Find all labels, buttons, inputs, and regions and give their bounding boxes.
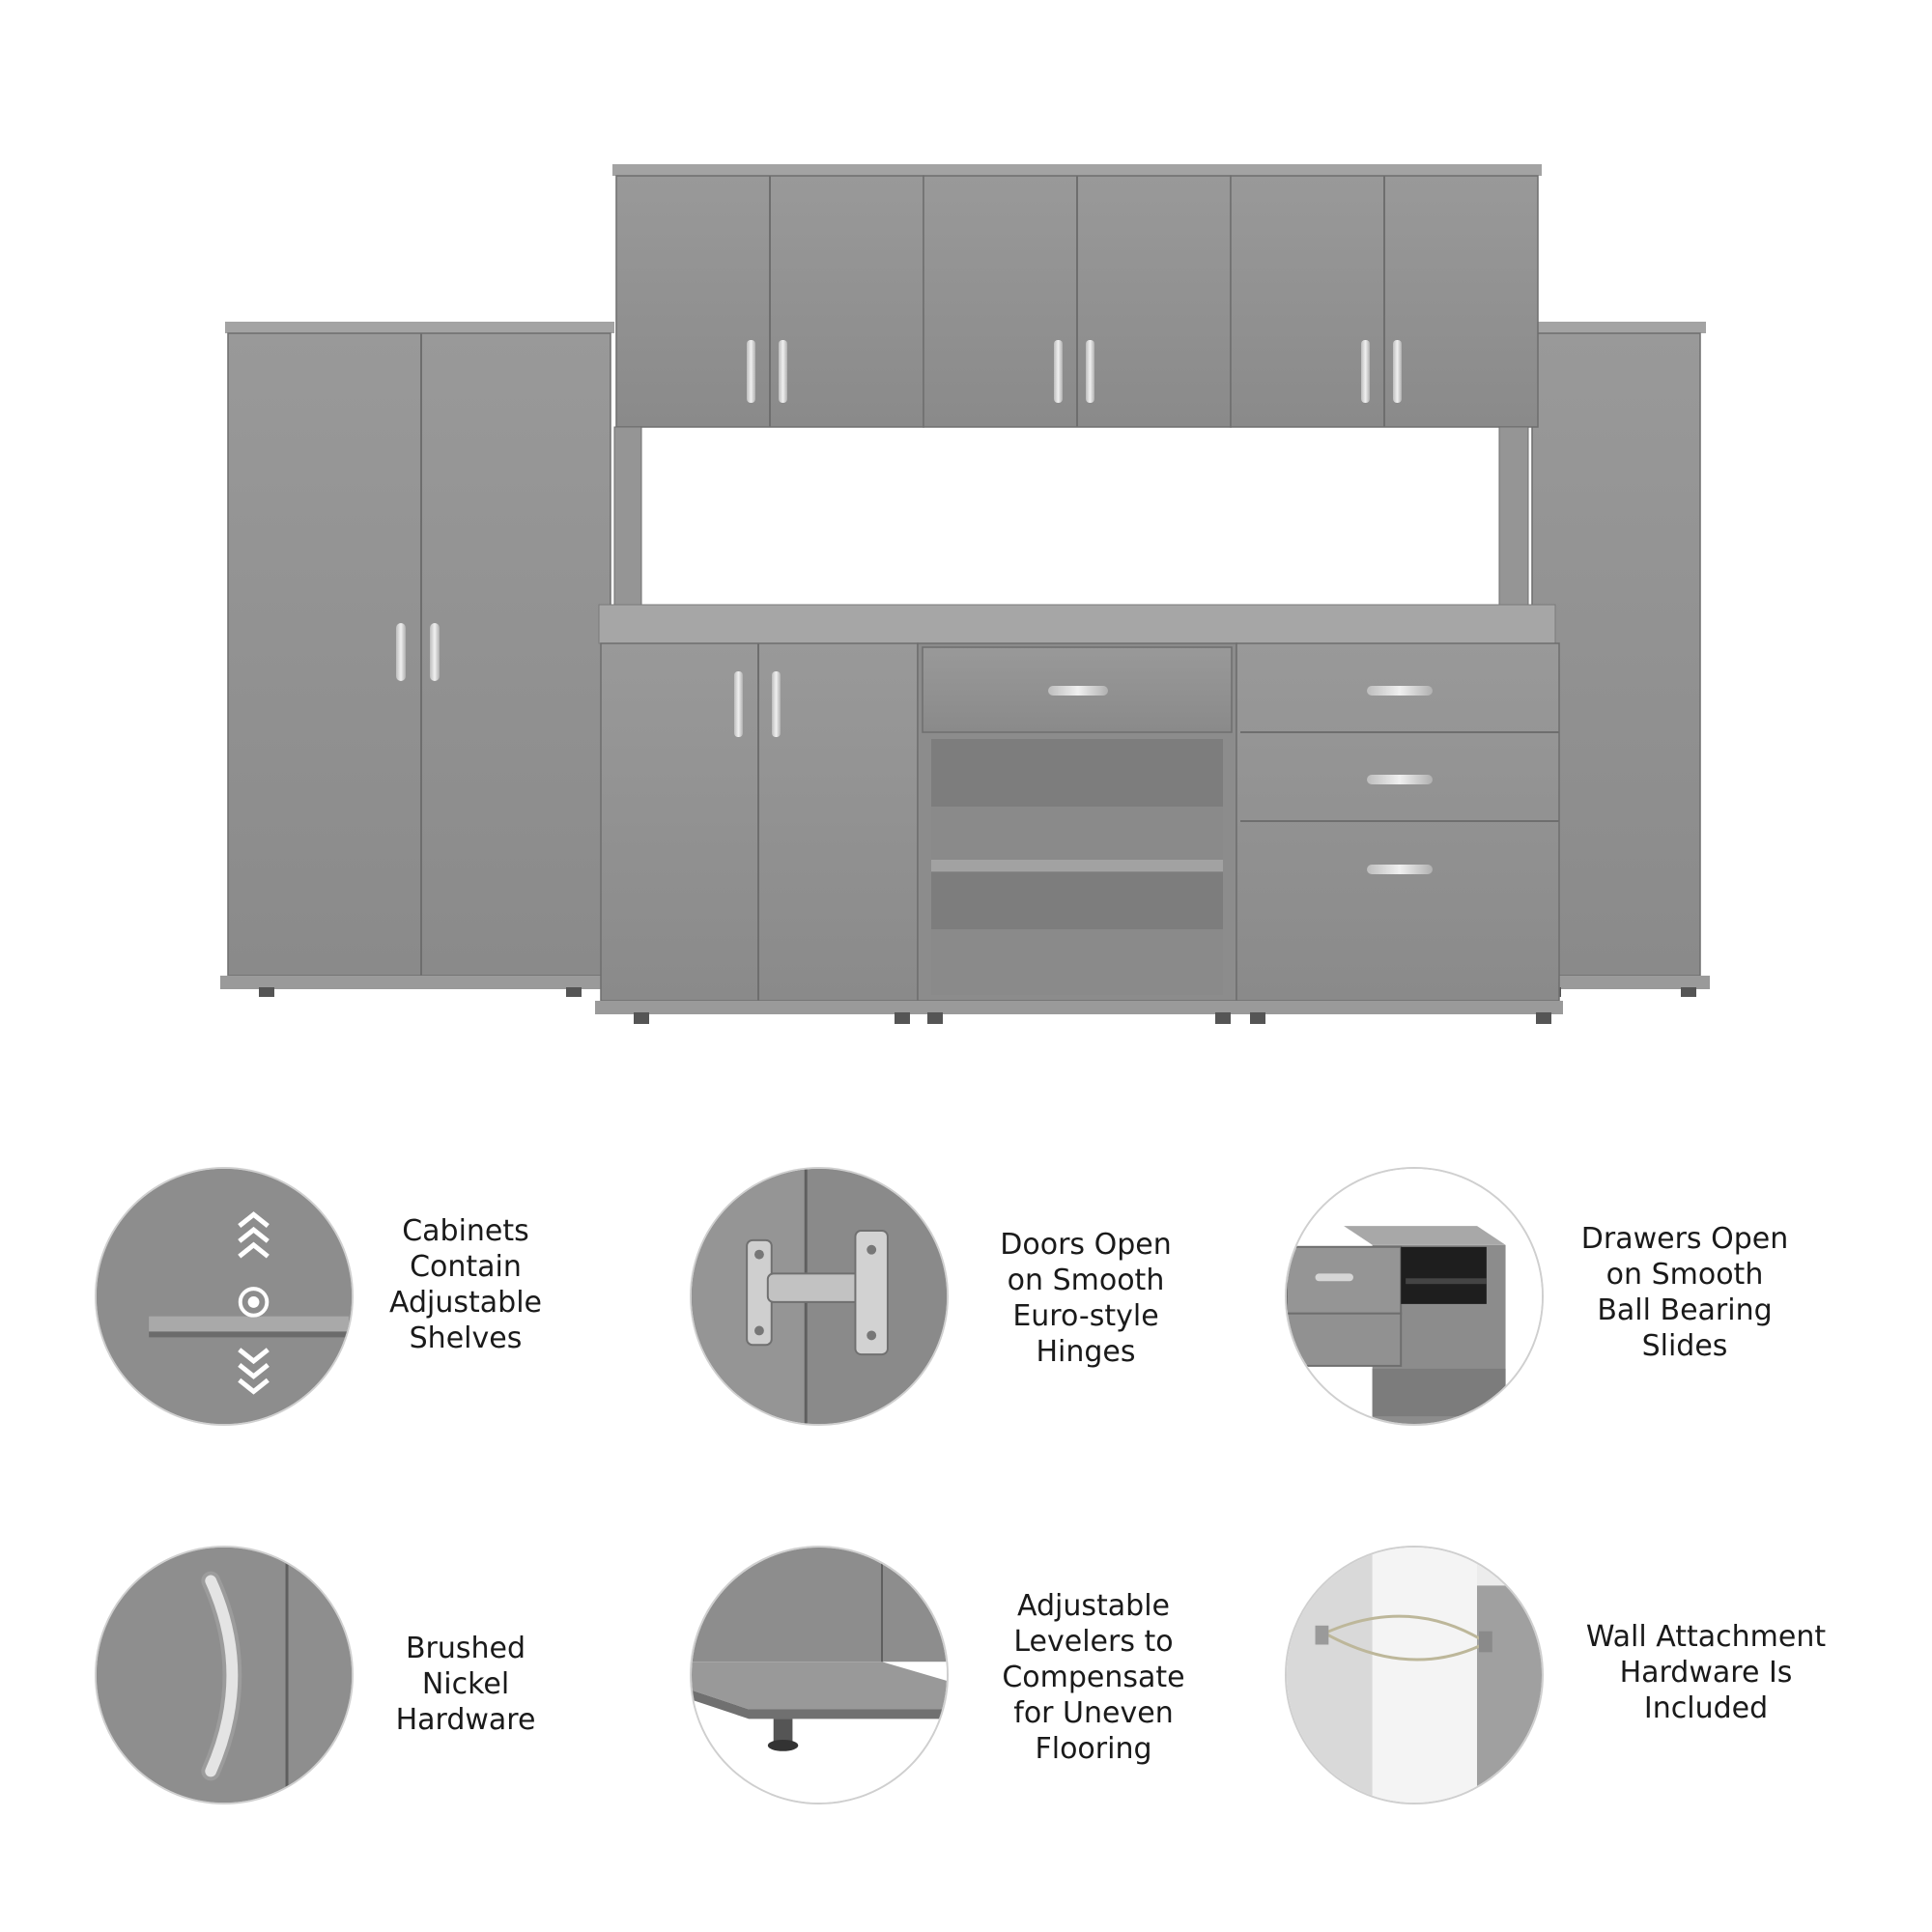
- caption-line: on Smooth: [1605, 1258, 1764, 1292]
- caption-line: for Uneven: [1013, 1696, 1174, 1730]
- feature-brushed-nickel-image: [95, 1546, 354, 1804]
- feature-euro-hinges-caption: [941, 1227, 1231, 1370]
- caption-line: on Smooth: [1007, 1264, 1165, 1297]
- caption-line: Flooring: [1035, 1732, 1152, 1766]
- feature-adjustable-shelves-image: [95, 1167, 354, 1426]
- feature-wall-attachment-caption: [1561, 1619, 1851, 1726]
- caption-line: Nickel: [421, 1667, 510, 1701]
- caption-line: Hardware Is: [1619, 1656, 1793, 1690]
- caption-line: Hardware: [395, 1703, 536, 1737]
- caption-line: Wall Attachment: [1585, 1620, 1827, 1654]
- feature-levelers-caption: [949, 1588, 1238, 1767]
- caption-line: Adjustable: [389, 1286, 542, 1320]
- caption-line: Euro-style: [1012, 1299, 1159, 1333]
- feature-brushed-nickel-caption: [321, 1631, 611, 1738]
- base-cabinets: [595, 605, 1563, 1024]
- feature-euro-hinges-image: [690, 1167, 949, 1426]
- feature-ball-bearing-slides-image: [1285, 1167, 1544, 1426]
- left-tall-cabinet: [220, 322, 616, 997]
- drawer-slide-icon: [1287, 1169, 1542, 1424]
- caption-line: Drawers Open: [1580, 1222, 1789, 1256]
- wall-strap-icon: [1287, 1548, 1542, 1803]
- feature-wall-attachment-image: [1285, 1546, 1544, 1804]
- caption-line: Compensate: [1002, 1661, 1185, 1694]
- hinge-icon: [692, 1169, 947, 1424]
- caption-line: Contain: [410, 1250, 522, 1284]
- leveler-icon: [692, 1548, 947, 1803]
- caption-line: Adjustable: [1017, 1589, 1170, 1623]
- caption-line: Levelers to: [1013, 1625, 1174, 1659]
- caption-line: Slides: [1641, 1329, 1728, 1363]
- feature-adjustable-shelves-caption: [321, 1213, 611, 1356]
- caption-line: Hinges: [1036, 1335, 1136, 1369]
- handle-icon: [97, 1548, 352, 1803]
- caption-line: Included: [1643, 1691, 1769, 1725]
- wall-cabinets: [612, 164, 1542, 427]
- feature-ball-bearing-slides-caption: [1540, 1221, 1830, 1364]
- caption-line: Ball Bearing: [1597, 1293, 1773, 1327]
- caption-line: Shelves: [409, 1321, 523, 1355]
- feature-levelers-image: [690, 1546, 949, 1804]
- caption-line: Brushed: [405, 1632, 526, 1665]
- caption-line: Cabinets: [402, 1214, 529, 1248]
- caption-line: Doors Open: [1000, 1228, 1172, 1262]
- shelf-adjust-icon: [97, 1169, 352, 1424]
